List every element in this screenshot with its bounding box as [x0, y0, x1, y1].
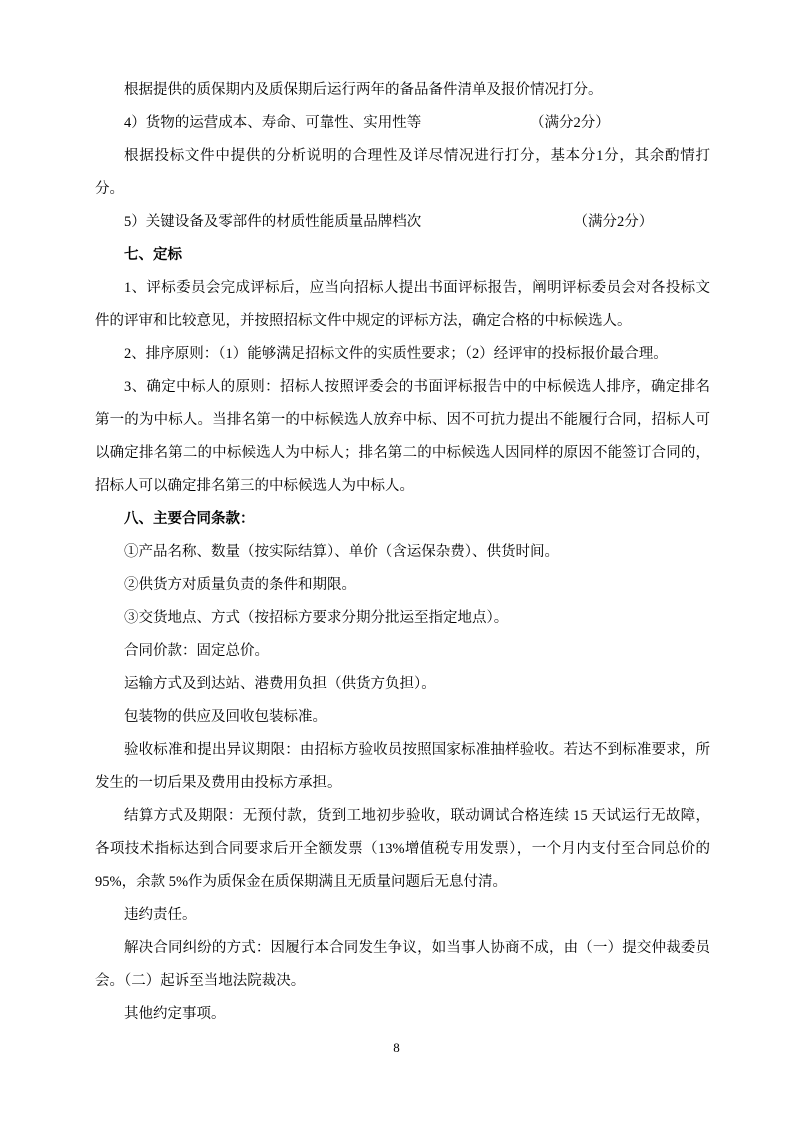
- paragraph: 合同价款：固定总价。: [124, 643, 269, 659]
- paragraph: 验收标准和提出异议期限：由招标方验收员按照国家标准抽样验收。若达不到标准要求，所发生的一切后果及费用由投标方承担。: [95, 742, 710, 791]
- paragraph: 违约责任。: [124, 907, 197, 923]
- paragraph: 根据投标文件中提供的分析说明的合理性及详尽情况进行打分，基本分1分，其余酌情打分。: [95, 148, 710, 197]
- paragraph: 其他约定事项。: [124, 1006, 226, 1022]
- paragraph: 包装物的供应及回收包装标准。: [124, 709, 327, 725]
- paragraph: 结算方式及期限：无预付款，货到工地初步验收，联动调试合格连续 15 天试运行无故障，各项技术指标达到合同要求后开全额发票（13%增值税专用发票），一个月内支付至合同总价的 95%，余款 5%作为质保金在质保期满且无质量问题后无息付清。: [95, 808, 710, 890]
- paragraph: 3、确定中标人的原则：招标人按照评委会的书面评标报告中的中标候选人排序，确定排名第一的为中标人。当排名第一的中标候选人放弃中标、因不可抗力提出不能履行合同，招标人可以确定排名第二的中标候选人为中标人；排名第二的中标候选人因同样的原因不能签订合同的，招标人可以确定排名第三的中标候选人为中标人。: [95, 379, 710, 494]
- paragraph: 运输方式及到达站、港费用负担（供货方负担）。: [124, 676, 436, 692]
- paragraph: 1、评标委员会完成评标后，应当向招标人提出书面评标报告，阐明评标委员会对各投标文件的评审和比较意见，并按照招标文件中规定的评标方法，确定合格的中标候选人。: [95, 280, 710, 329]
- paragraph: 解决合同纠纷的方式：因履行本合同发生争议，如当事人协商不成，由（一）提交仲裁委员会。（二）起诉至当地法院裁决。: [95, 940, 710, 989]
- page-footer: [0, 1038, 793, 1058]
- document-body: [95, 74, 710, 1031]
- paragraph: 2、排序原则：（1）能够满足招标文件的实质性要求；（2）经评审的投标报价最合理。: [124, 346, 668, 362]
- paragraph: 根据提供的质保期内及质保期后运行两年的备品备件清单及报价情况打分。: [124, 82, 603, 98]
- section-heading: 七、定标: [124, 247, 182, 263]
- page-number: 8: [393, 1040, 400, 1055]
- paragraph: ③交货地点、方式（按招标方要求分期分批运至指定地点）。: [124, 610, 509, 626]
- paragraph: ①产品名称、数量（按实际结算）、单价（含运保杂费）、供货时间。: [124, 544, 559, 560]
- paragraph: 5）关键设备及零部件的材质性能质量品牌档次 （满分2分）: [124, 214, 654, 230]
- section-heading: 八、主要合同条款：: [124, 511, 255, 527]
- paragraph: 4）货物的运营成本、寿命、可靠性、实用性等 （满分2分）: [124, 115, 610, 131]
- paragraph: ②供货方对质量负责的条件和期限。: [124, 577, 356, 593]
